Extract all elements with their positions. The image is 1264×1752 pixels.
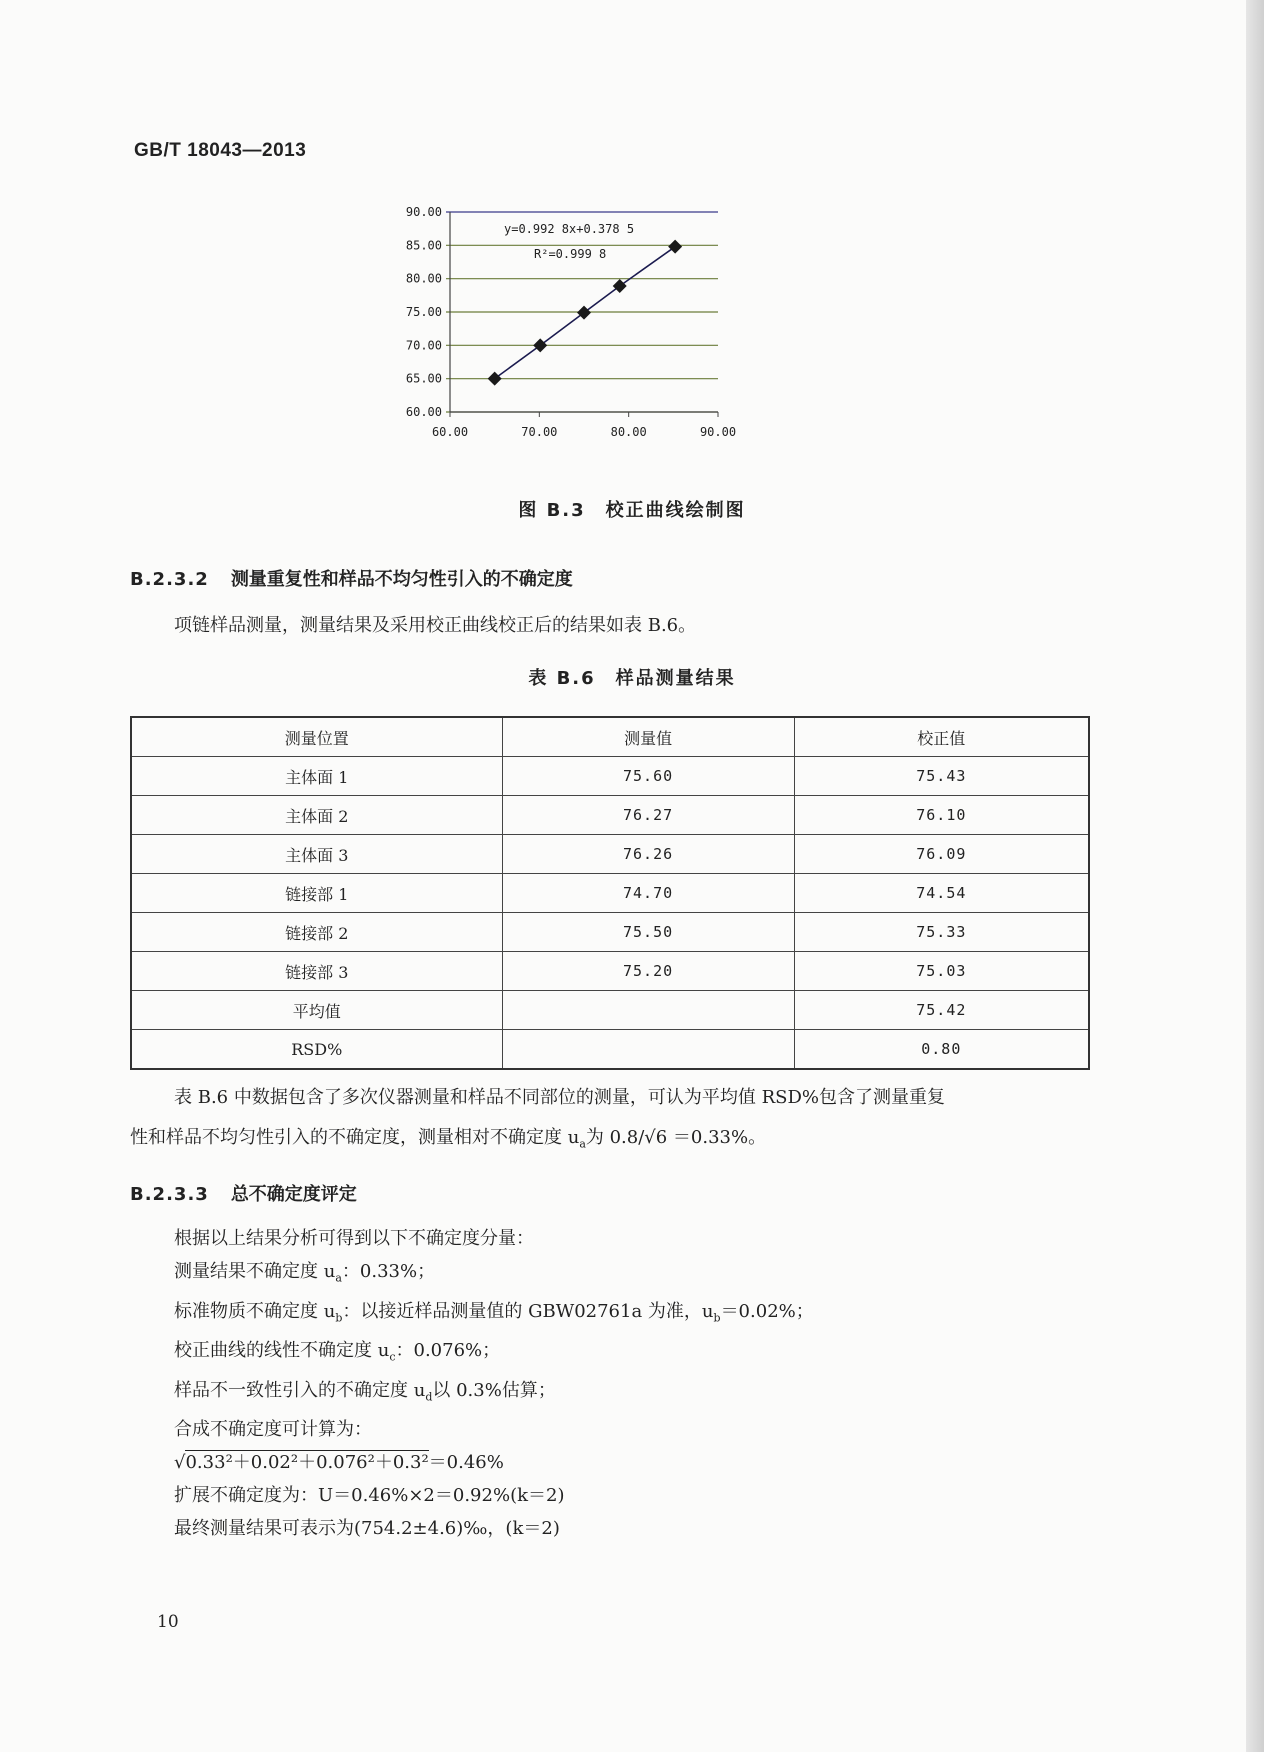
x-tick-label: 90.00 bbox=[699, 425, 737, 439]
cell-position: 链接部 3 bbox=[131, 952, 502, 991]
table-header-row bbox=[131, 717, 1089, 757]
header-corrected: 校正值 bbox=[794, 717, 1089, 757]
cell-position: RSD% bbox=[131, 1030, 502, 1070]
cell-measured: 75.20 bbox=[502, 952, 794, 991]
r-squared-annotation: R²=0.999 8 bbox=[534, 247, 607, 261]
cell-corrected: 75.43 bbox=[794, 757, 1089, 796]
cell-corrected: 75.03 bbox=[794, 952, 1089, 991]
cell-measured bbox=[502, 991, 794, 1030]
page-number: 10 bbox=[157, 1612, 179, 1632]
cell-position: 主体面 1 bbox=[131, 757, 502, 796]
cell-position: 链接部 2 bbox=[131, 913, 502, 952]
section-heading-b232 bbox=[130, 565, 573, 591]
x-tick-label: 60.00 bbox=[431, 425, 469, 439]
list-item: 最终测量结果可表示为(754.2±4.6)‰，(k＝2) bbox=[174, 1518, 560, 1540]
cell-corrected: 76.10 bbox=[794, 796, 1089, 835]
section-heading-b233 bbox=[130, 1180, 357, 1206]
section-title: 测量重复性和样品不均匀性引入的不确定度 bbox=[230, 569, 573, 590]
calibration-chart bbox=[380, 196, 840, 456]
y-tick-label: 75.00 bbox=[405, 305, 442, 319]
intro-text: 项链样品测量，测量结果及采用校正曲线校正后的结果如表 B.6。 bbox=[174, 615, 697, 636]
sqrt-sign: √ bbox=[174, 1452, 186, 1474]
y-tick-label: 85.00 bbox=[405, 238, 442, 253]
list-item: 样品不一致性引入的不确定度 $u_d$以 0.3%估算； bbox=[174, 1379, 556, 1404]
table-row bbox=[131, 874, 1089, 913]
uncertainty-list bbox=[174, 1222, 814, 1545]
data-point bbox=[613, 279, 627, 293]
sqrt-radicand: 0.33²＋0.02²＋0.076²＋0.3² bbox=[185, 1452, 429, 1474]
cell-corrected: 75.42 bbox=[794, 991, 1089, 1030]
section-number: B.2.3.2 bbox=[130, 569, 209, 590]
y-tick-label: 80.00 bbox=[405, 271, 442, 286]
list-item-formula: √0.33²＋0.02²＋0.076²＋0.3²＝0.46% bbox=[174, 1452, 504, 1474]
table-row bbox=[131, 835, 1089, 874]
x-tick-label: 70.00 bbox=[521, 425, 558, 439]
analysis-subscript: a bbox=[579, 1137, 586, 1151]
header-measured: 测量值 bbox=[502, 717, 794, 757]
cell-measured: 76.27 bbox=[502, 796, 794, 835]
y-tick-label: 60.00 bbox=[405, 405, 442, 419]
section-number: B.2.3.3 bbox=[130, 1184, 209, 1205]
figure-caption: 图 B.3 校正曲线绘制图 bbox=[518, 500, 746, 521]
table-caption: 表 B.6 样品测量结果 bbox=[528, 668, 736, 689]
analysis-paragraph bbox=[130, 1078, 1090, 1165]
list-item: 校正曲线的线性不确定度 $u_c$：0.076%； bbox=[174, 1340, 501, 1364]
cell-measured: 75.50 bbox=[502, 913, 794, 952]
cell-measured: 76.26 bbox=[502, 835, 794, 874]
header-position: 测量位置 bbox=[131, 717, 502, 757]
table-row bbox=[131, 991, 1089, 1030]
y-tick-label: 90.00 bbox=[405, 205, 442, 219]
table-row bbox=[131, 952, 1089, 991]
section-intro-paragraph bbox=[130, 606, 1090, 646]
cell-position: 链接部 1 bbox=[131, 874, 502, 913]
chart-svg bbox=[380, 196, 840, 456]
cell-corrected: 0.80 bbox=[794, 1030, 1089, 1070]
results-table bbox=[130, 716, 1090, 1070]
cell-corrected: 74.54 bbox=[794, 874, 1089, 913]
table-row bbox=[131, 757, 1089, 796]
table-row bbox=[131, 796, 1089, 835]
scan-edge-shadow bbox=[1246, 0, 1264, 1752]
data-point bbox=[668, 240, 682, 254]
data-point bbox=[533, 338, 547, 352]
cell-position: 主体面 2 bbox=[131, 796, 502, 835]
list-item: 合成不确定度可计算为： bbox=[174, 1419, 372, 1441]
analysis-line-2b: 为 0.8/√6 ＝0.33%。 bbox=[585, 1127, 767, 1148]
data-point bbox=[488, 372, 502, 386]
table-row bbox=[131, 913, 1089, 952]
table-row bbox=[131, 1030, 1089, 1070]
x-tick-label: 80.00 bbox=[610, 425, 647, 439]
cell-position: 平均值 bbox=[131, 991, 502, 1030]
standard-code: GB/T 18043—2013 bbox=[134, 140, 307, 161]
list-item: 扩展不确定度为：U＝0.46%×2＝0.92%(k＝2) bbox=[174, 1485, 565, 1507]
list-item: 标准物质不确定度 $u_b$：以接近样品测量值的 GBW02761a 为准，$u_b=0.02\%$； bbox=[174, 1300, 814, 1325]
data-point bbox=[577, 306, 591, 320]
cell-measured: 75.60 bbox=[502, 757, 794, 796]
list-item: 测量结果不确定度 $u_a$：0.33%； bbox=[174, 1261, 436, 1285]
cell-corrected: 76.09 bbox=[794, 835, 1089, 874]
y-tick-label: 70.00 bbox=[405, 338, 442, 353]
section-title: 总不确定度评定 bbox=[230, 1184, 357, 1205]
list-item: 根据以上结果分析可得到以下不确定度分量： bbox=[174, 1228, 534, 1249]
y-tick-label: 65.00 bbox=[405, 371, 442, 386]
cell-measured: 74.70 bbox=[502, 874, 794, 913]
analysis-line-1: 表 B.6 中数据包含了多次仪器测量和样品不同部位的测量，可认为平均值 RSD%包含了测量重复 bbox=[174, 1087, 945, 1108]
cell-corrected: 75.33 bbox=[794, 913, 1089, 952]
cell-position: 主体面 3 bbox=[131, 835, 502, 874]
equation-annotation: y=0.992 8x+0.378 5 bbox=[504, 222, 635, 236]
analysis-line-2a: 性和样品不均匀性引入的不确定度，测量相对不确定度 u bbox=[130, 1127, 580, 1148]
cell-measured bbox=[502, 1030, 794, 1070]
